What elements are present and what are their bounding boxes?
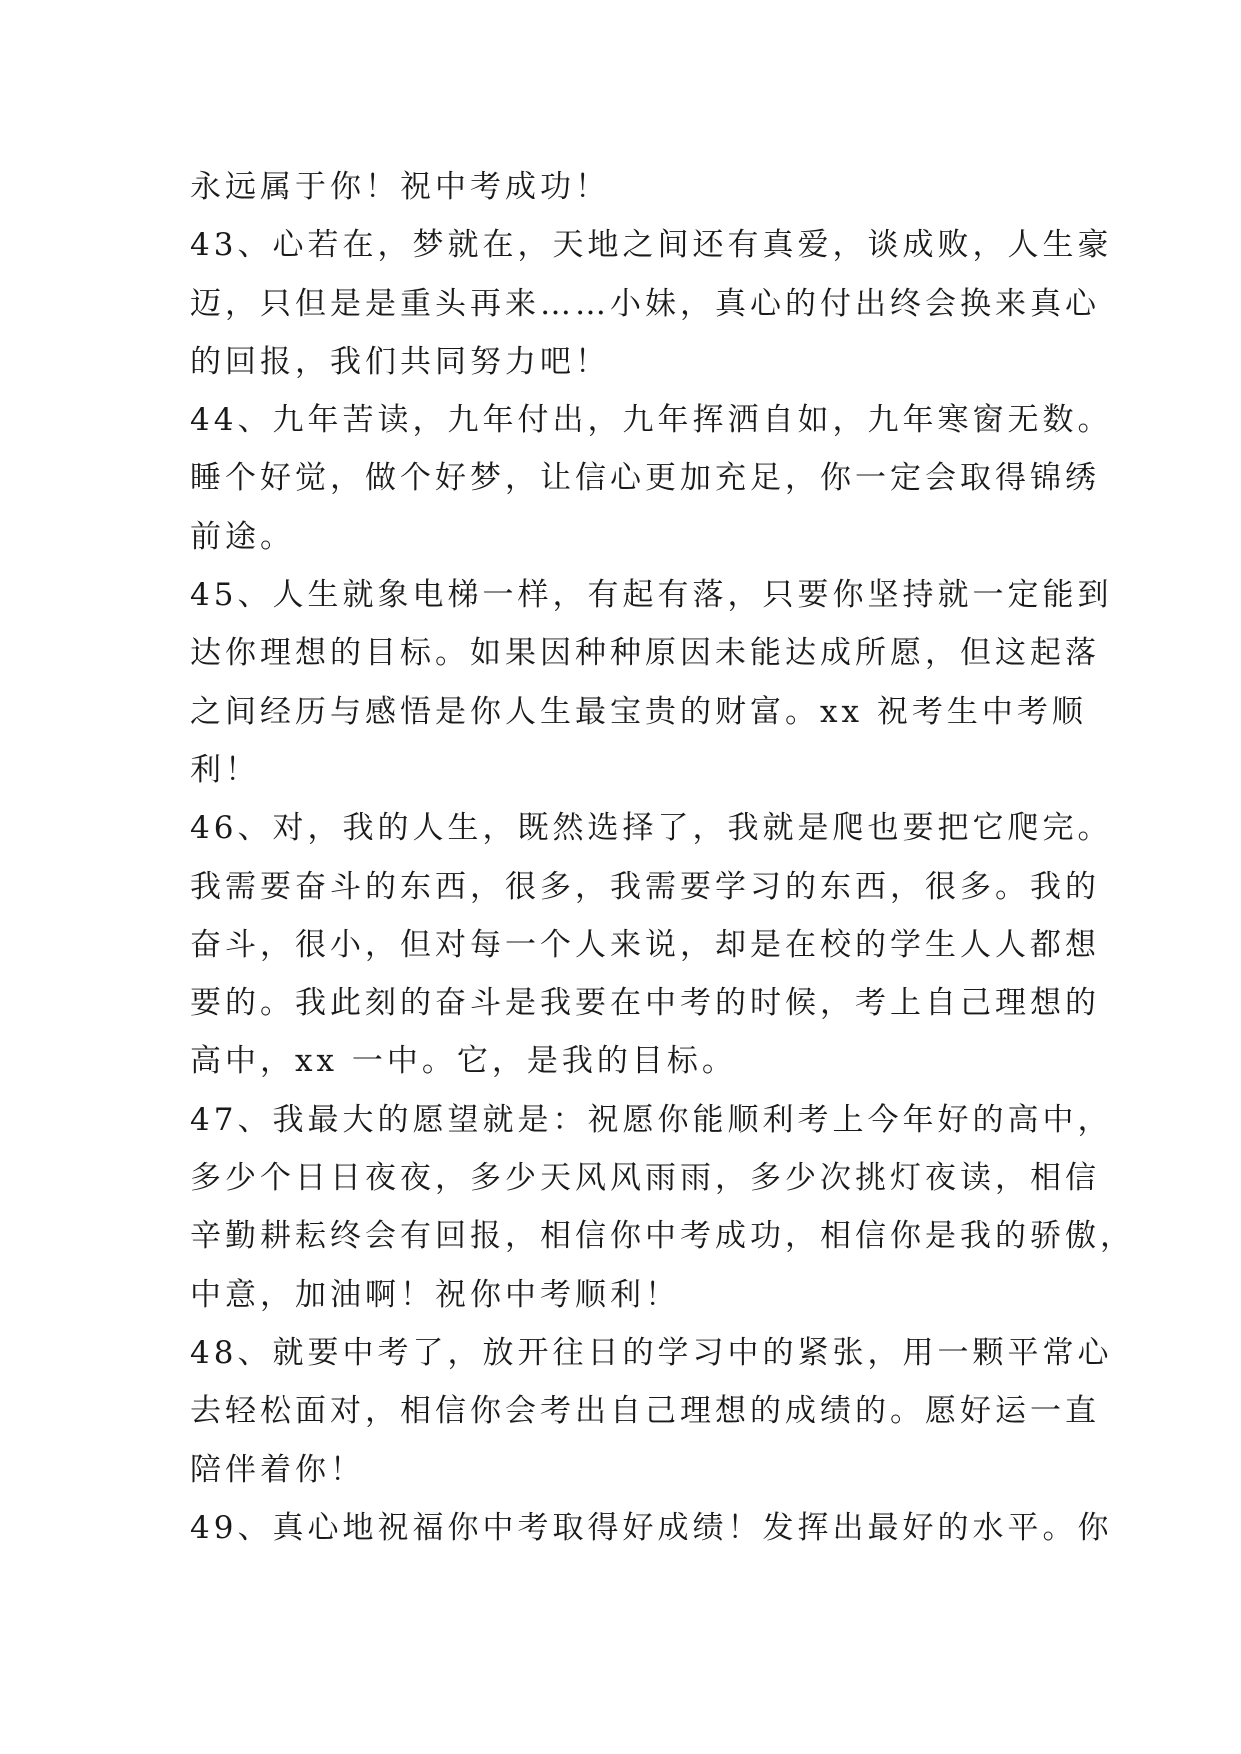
text-line: 中意，加油啊！祝你中考顺利！	[190, 1276, 680, 1313]
text-line: 利！	[190, 751, 260, 788]
text-line: 陪伴着你！	[190, 1451, 365, 1488]
text-line: 47、我最大的愿望就是：祝愿你能顺利考上今年好的高中，	[190, 1101, 1113, 1138]
text-line: 睡个好觉，做个好梦，让信心更加充足，你一定会取得锦绣	[190, 460, 1100, 497]
text-line: 达你理想的目标。如果因种种原因未能达成所愿，但这起落	[190, 635, 1100, 672]
text-line: 要的。我此刻的奋斗是我要在中考的时候，考上自己理想的	[190, 985, 1100, 1022]
text-line: 奋斗，很小，但对每一个人来说，却是在校的学生人人都想	[190, 926, 1100, 963]
text-line: 45、人生就象电梯一样，有起有落，只要你坚持就一定能到	[190, 577, 1113, 614]
text-line: 去轻松面对，相信你会考出自己理想的成绩的。愿好运一直	[190, 1393, 1100, 1430]
text-line: 48、就要中考了，放开往日的学习中的紧张，用一颗平常心	[190, 1334, 1113, 1371]
text-line: 多少个日日夜夜，多少天风风雨雨，多少次挑灯夜读，相信	[190, 1160, 1100, 1197]
text-line: 46、对，我的人生，既然选择了，我就是爬也要把它爬完。	[190, 810, 1113, 847]
text-line: 高中，xx 一中。它，是我的目标。	[190, 1043, 737, 1080]
text-line: 我需要奋斗的东西，很多，我需要学习的东西，很多。我的	[190, 868, 1100, 905]
document-body	[190, 158, 1135, 1557]
text-line: 的回报，我们共同努力吧！	[190, 343, 610, 380]
text-line: 迈，只但是是重头再来……小妹，真心的付出终会换来真心	[190, 285, 1100, 322]
text-line: 49、真心地祝福你中考取得好成绩！发挥出最好的水平。你	[190, 1509, 1113, 1546]
text-line: 44、九年苦读，九年付出，九年挥洒自如，九年寒窗无数。	[190, 402, 1113, 439]
text-line: 前途。	[190, 518, 295, 555]
text-line: 永远属于你！祝中考成功！	[190, 169, 610, 205]
text-line: 之间经历与感悟是你人生最宝贵的财富。xx 祝考生中考顺	[190, 693, 1087, 730]
text-line: 辛勤耕耘终会有回报，相信你中考成功，相信你是我的骄傲，	[190, 1218, 1135, 1255]
text-line: 43、心若在，梦就在，天地之间还有真爱，谈成败，人生豪	[190, 227, 1113, 264]
